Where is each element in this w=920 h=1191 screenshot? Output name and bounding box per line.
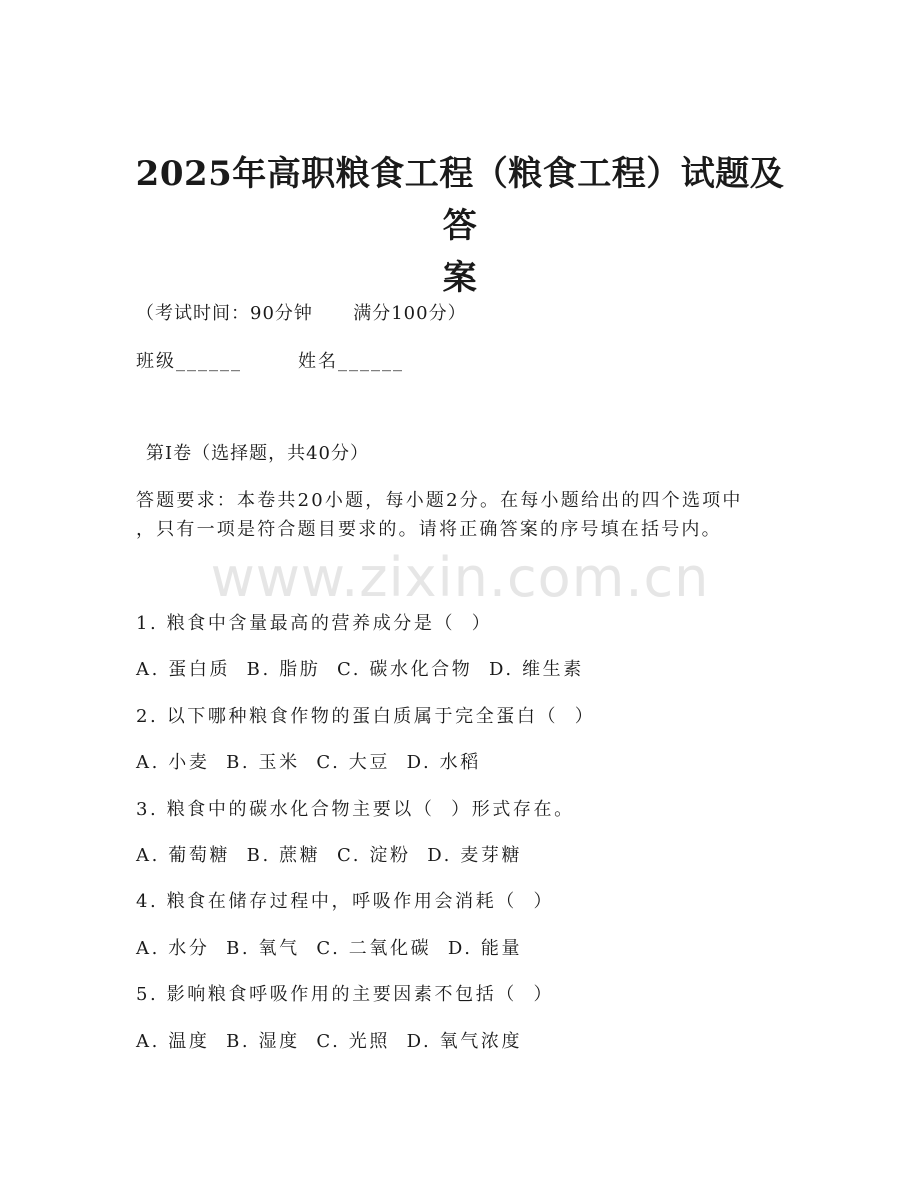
section-title: 第I卷（选择题，共40分） bbox=[146, 443, 370, 464]
title-line-2: 案 bbox=[442, 258, 478, 298]
class-field: 班级______ bbox=[136, 351, 242, 372]
question-options: A. 小麦 B. 玉米 C. 大豆 D. 水稻 bbox=[136, 752, 481, 773]
exam-info: （考试时间：90分钟 满分100分） bbox=[136, 303, 467, 324]
class-name-row bbox=[136, 348, 404, 376]
instructions bbox=[136, 486, 796, 544]
instructions-line-2: ，只有一项是符合题目要求的。请将正确答案的序号填在括号内。 bbox=[136, 519, 722, 540]
question-stem: 1. 粮食中含量最高的营养成分是（ ） bbox=[136, 613, 493, 634]
question-options: A. 水分 B. 氧气 C. 二氧化碳 D. 能量 bbox=[136, 938, 523, 959]
question-options: A. 蛋白质 B. 脂肪 C. 碳水化合物 D. 维生素 bbox=[136, 659, 584, 680]
question-stem: 2. 以下哪种粮食作物的蛋白质属于完全蛋白（ ） bbox=[136, 706, 596, 727]
title-line-1: 2025年高职粮食工程（粮食工程）试题及答 bbox=[135, 154, 785, 246]
question-stem: 4. 粮食在储存过程中，呼吸作用会消耗（ ） bbox=[136, 891, 555, 912]
question-options: A. 温度 B. 湿度 C. 光照 D. 氧气浓度 bbox=[136, 1031, 523, 1052]
instructions-line-1: 答题要求：本卷共20小题，每小题2分。在每小题给出的四个选项中 bbox=[136, 490, 743, 511]
question-stem: 3. 粮食中的碳水化合物主要以（ ）形式存在。 bbox=[136, 799, 575, 820]
question-stem: 5. 影响粮食呼吸作用的主要因素不包括（ ） bbox=[136, 984, 555, 1005]
question-options: A. 葡萄糖 B. 蔗糖 C. 淀粉 D. 麦芽糖 bbox=[136, 845, 523, 866]
watermark: www.zixin.com.cn bbox=[210, 546, 710, 609]
name-field: 姓名______ bbox=[298, 351, 404, 372]
document-title bbox=[120, 148, 800, 304]
